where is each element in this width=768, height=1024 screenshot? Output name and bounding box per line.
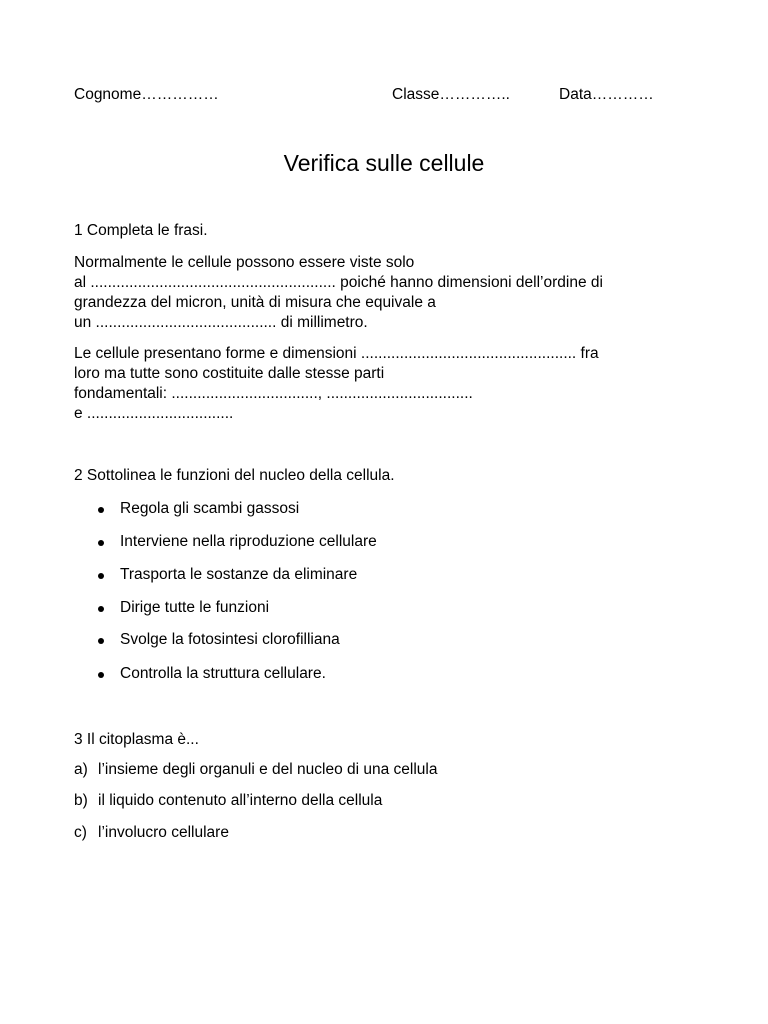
bullet-icon — [98, 606, 104, 612]
bullet-icon — [98, 638, 104, 644]
q3-heading: 3 Il citoplasma è... — [74, 731, 199, 748]
bullet-icon — [98, 540, 104, 546]
q1-p1-line-3: grandezza del micron, unità di misura che equivale a — [74, 294, 436, 311]
data-field: Data………… — [559, 86, 654, 103]
classe-field: Classe………….. — [392, 86, 510, 103]
q3-option-c-letter: c) — [74, 824, 87, 841]
q3-option-a-text: l’insieme degli organuli e del nucleo di una cellula — [98, 761, 438, 778]
q2-item-6: Controlla la struttura cellulare. — [120, 665, 326, 682]
q1-p2-line-2: loro ma tutte sono costituite dalle stesse parti — [74, 365, 385, 382]
q3-option-b-letter: b) — [74, 792, 88, 809]
q3-option-c-text: l’involucro cellulare — [98, 824, 229, 841]
q1-p1-line-1: Normalmente le cellule possono essere viste solo — [74, 254, 415, 271]
q1-p2-line-1: Le cellule presentano forme e dimensioni .................................................. fra — [74, 345, 599, 362]
q1-p1-line-2: al ......................................................... poiché hanno dimensioni dell’ordine di — [74, 274, 603, 291]
bullet-icon — [98, 672, 104, 678]
q1-p2-line-3: fondamentali: .................................., .................................. — [74, 385, 473, 402]
page-title: Verifica sulle cellule — [283, 150, 485, 176]
q3-option-b-text: il liquido contenuto all’interno della cellula — [98, 792, 383, 809]
q2-item-2: Interviene nella riproduzione cellulare — [120, 533, 377, 550]
q2-item-1: Regola gli scambi gassosi — [120, 500, 300, 517]
q1-p1-line-4: un .......................................... di millimetro. — [74, 314, 368, 331]
q2-item-3: Trasporta le sostanze da eliminare — [120, 566, 358, 583]
q2-item-5: Svolge la fotosintesi clorofilliana — [120, 631, 340, 648]
q2-item-4: Dirige tutte le funzioni — [120, 599, 270, 616]
cognome-field: Cognome…………… — [74, 86, 219, 103]
q3-option-a-letter: a) — [74, 761, 88, 778]
q1-heading: 1 Completa le frasi. — [74, 222, 208, 239]
bullet-icon — [98, 573, 104, 579]
bullet-icon — [98, 507, 104, 513]
q1-p2-line-4: e .................................. — [74, 405, 234, 422]
q2-heading: 2 Sottolinea le funzioni del nucleo della cellula. — [74, 467, 395, 484]
